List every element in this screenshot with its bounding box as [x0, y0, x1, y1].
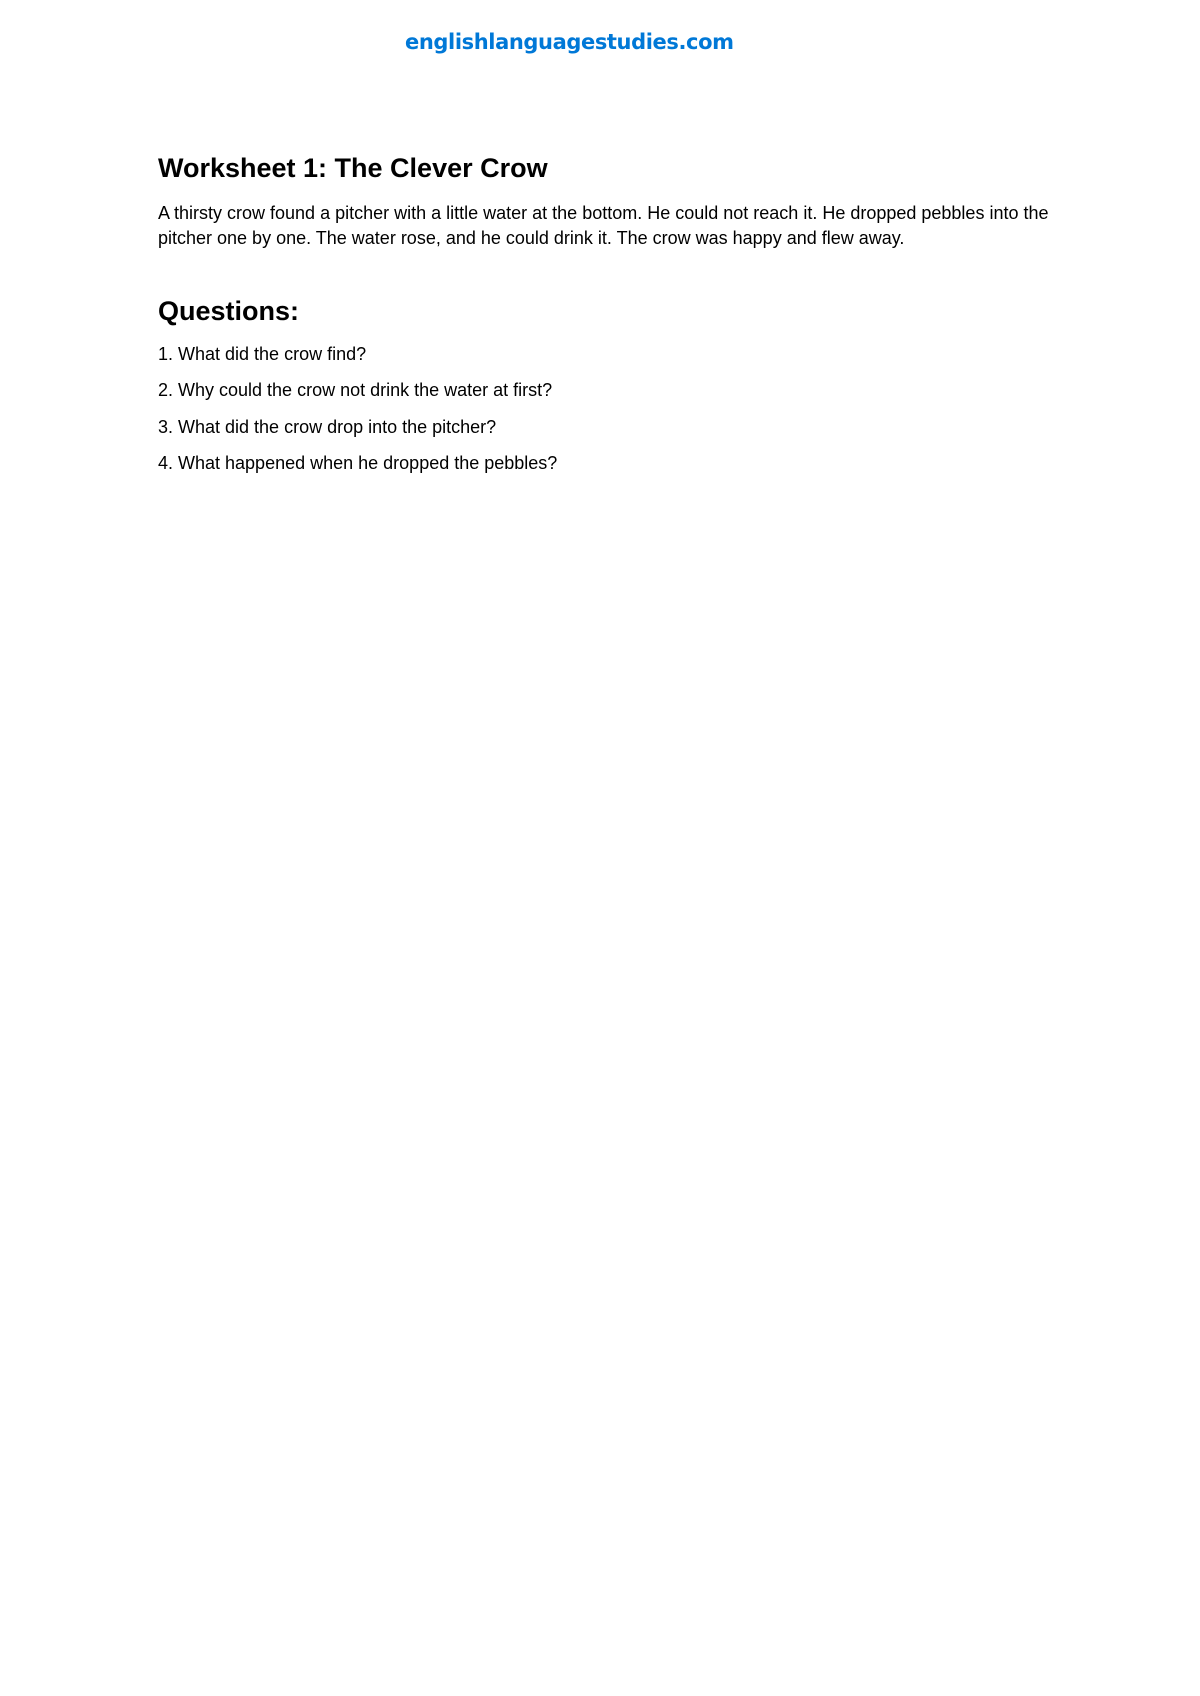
site-header-link[interactable]: englishlanguagestudies.com — [405, 30, 734, 54]
question-list — [158, 342, 1058, 477]
question-item-4: 4. What happened when he dropped the pebbles? — [158, 453, 558, 474]
questions-heading: Questions: — [158, 296, 300, 327]
worksheet-content — [158, 152, 1058, 488]
question-item-3: 3. What did the crow drop into the pitcher? — [158, 416, 497, 437]
question-item-2: 2. Why could the crow not drink the water at first? — [158, 380, 553, 401]
story-paragraph: A thirsty crow found a pitcher with a little water at the bottom. He could not reach it. He dropped pebbles into the pitcher one by one. The water rose, and he could drink it. The crow was happy and flew away. — [158, 203, 1049, 249]
worksheet-title: Worksheet 1: The Clever Crow — [158, 153, 548, 183]
question-item-1: 1. What did the crow find? — [158, 343, 367, 364]
